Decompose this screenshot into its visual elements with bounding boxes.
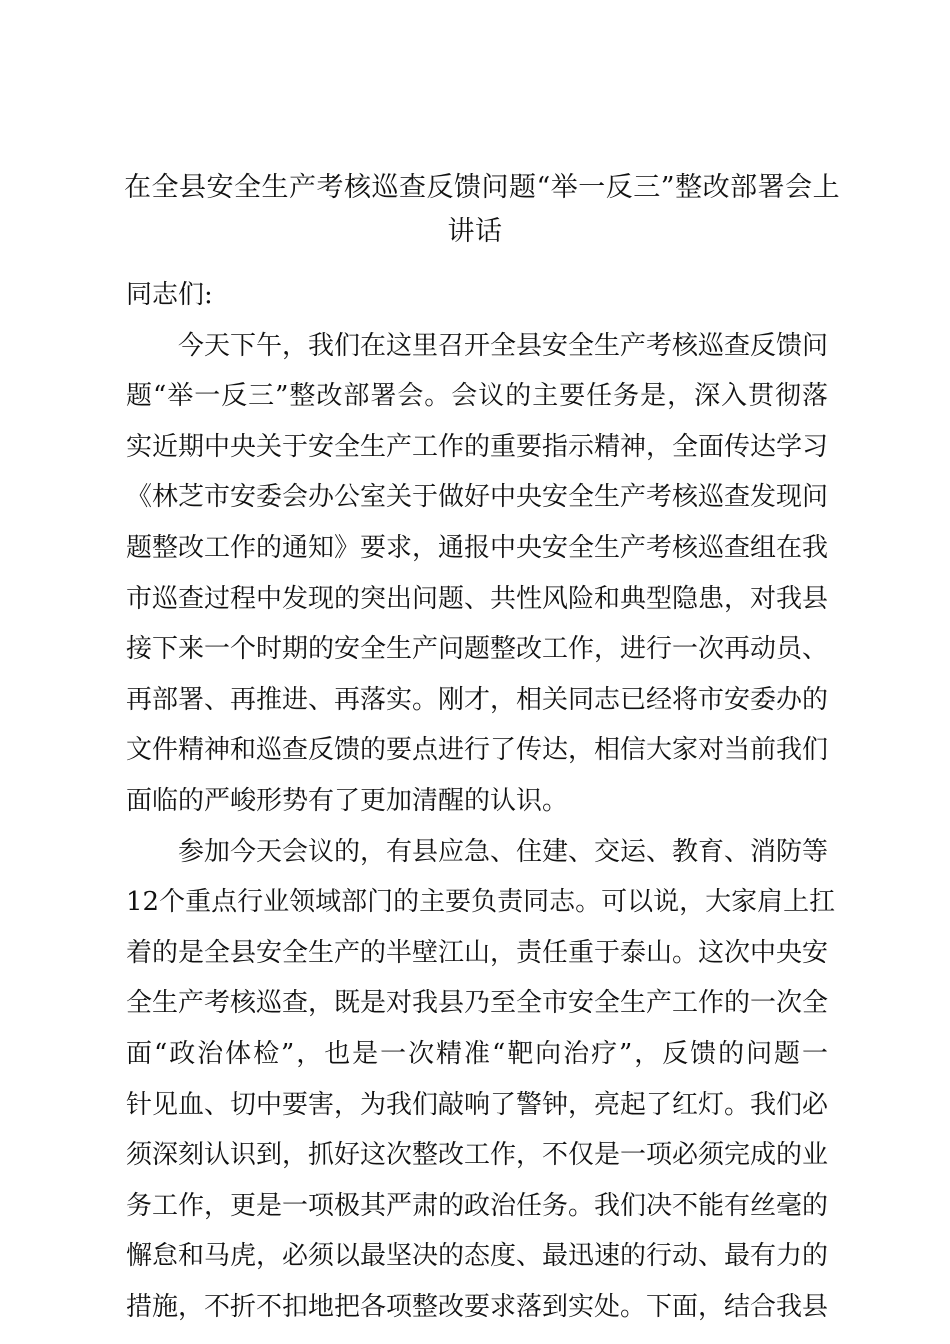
paragraph-line: 参加今天会议的，有县应急、住建、交运、教育、消防等	[178, 836, 829, 867]
paragraph-line: 12个重点行业领域部门的主要负责同志。可以说，大家肩上扛	[126, 887, 836, 918]
paragraph-line: 实近期中央关于安全生产工作的重要指示精神，全面传达学习	[126, 431, 829, 462]
paragraph-1	[126, 321, 828, 827]
paragraph-line: 着的是全县安全生产的半壁江山，责任重于泰山。这次中央安	[126, 937, 829, 968]
document-body	[126, 270, 836, 1332]
document-title	[124, 166, 841, 254]
paragraph-line: 题“举一反三”整改部署会。会议的主要任务是，深入贯彻落	[126, 381, 828, 412]
paragraph-line: 面“政治体检”，也是一次精准“靶向治疗”，反馈的问题一	[126, 1038, 828, 1069]
title-line: 在全县安全生产考核巡查反馈问题“举一反三”整改部署会上	[124, 172, 841, 203]
paragraph-line: 再部署、再推进、再落实。刚才，相关同志已经将市安委办的	[126, 684, 829, 715]
paragraph-line: 接下来一个时期的安全生产问题整改工作，进行一次再动员、	[126, 634, 829, 665]
paragraph-line: 全生产考核巡查，既是对我县乃至全市安全生产工作的一次全	[126, 988, 829, 1019]
salutation: 同志们:	[126, 280, 213, 310]
paragraph-line: 针见血、切中要害，为我们敲响了警钟，亮起了红灯。我们必	[126, 1089, 829, 1120]
paragraph-line: 面临的严峻形势有了更加清醒的认识。	[126, 785, 569, 816]
title-line: 讲话	[447, 216, 503, 247]
paragraph-line: 措施，不折不扣地把各项整改要求落到实处。下面，结合我县	[126, 1291, 829, 1322]
paragraph-2	[126, 827, 836, 1333]
paragraph-line: 懈怠和马虎，必须以最坚决的态度、最迅速的行动、最有力的	[126, 1241, 829, 1272]
paragraph-line: 题整改工作的通知》要求，通报中央安全生产考核巡查组在我	[126, 532, 829, 563]
paragraph-line: 《林芝市安委会办公室关于做好中央安全生产考核巡查发现问	[126, 482, 829, 513]
paragraph-line: 务工作，更是一项极其严肃的政治任务。我们决不能有丝毫的	[126, 1190, 829, 1221]
paragraph-line: 须深刻认识到，抓好这次整改工作，不仅是一项必须完成的业	[126, 1140, 829, 1171]
paragraph-line: 文件精神和巡查反馈的要点进行了传达，相信大家对当前我们	[126, 735, 829, 766]
paragraph-line: 市巡查过程中发现的突出问题、共性风险和典型隐患，对我县	[126, 583, 829, 614]
paragraph-line: 今天下午，我们在这里召开全县安全生产考核巡查反馈问	[178, 330, 829, 361]
